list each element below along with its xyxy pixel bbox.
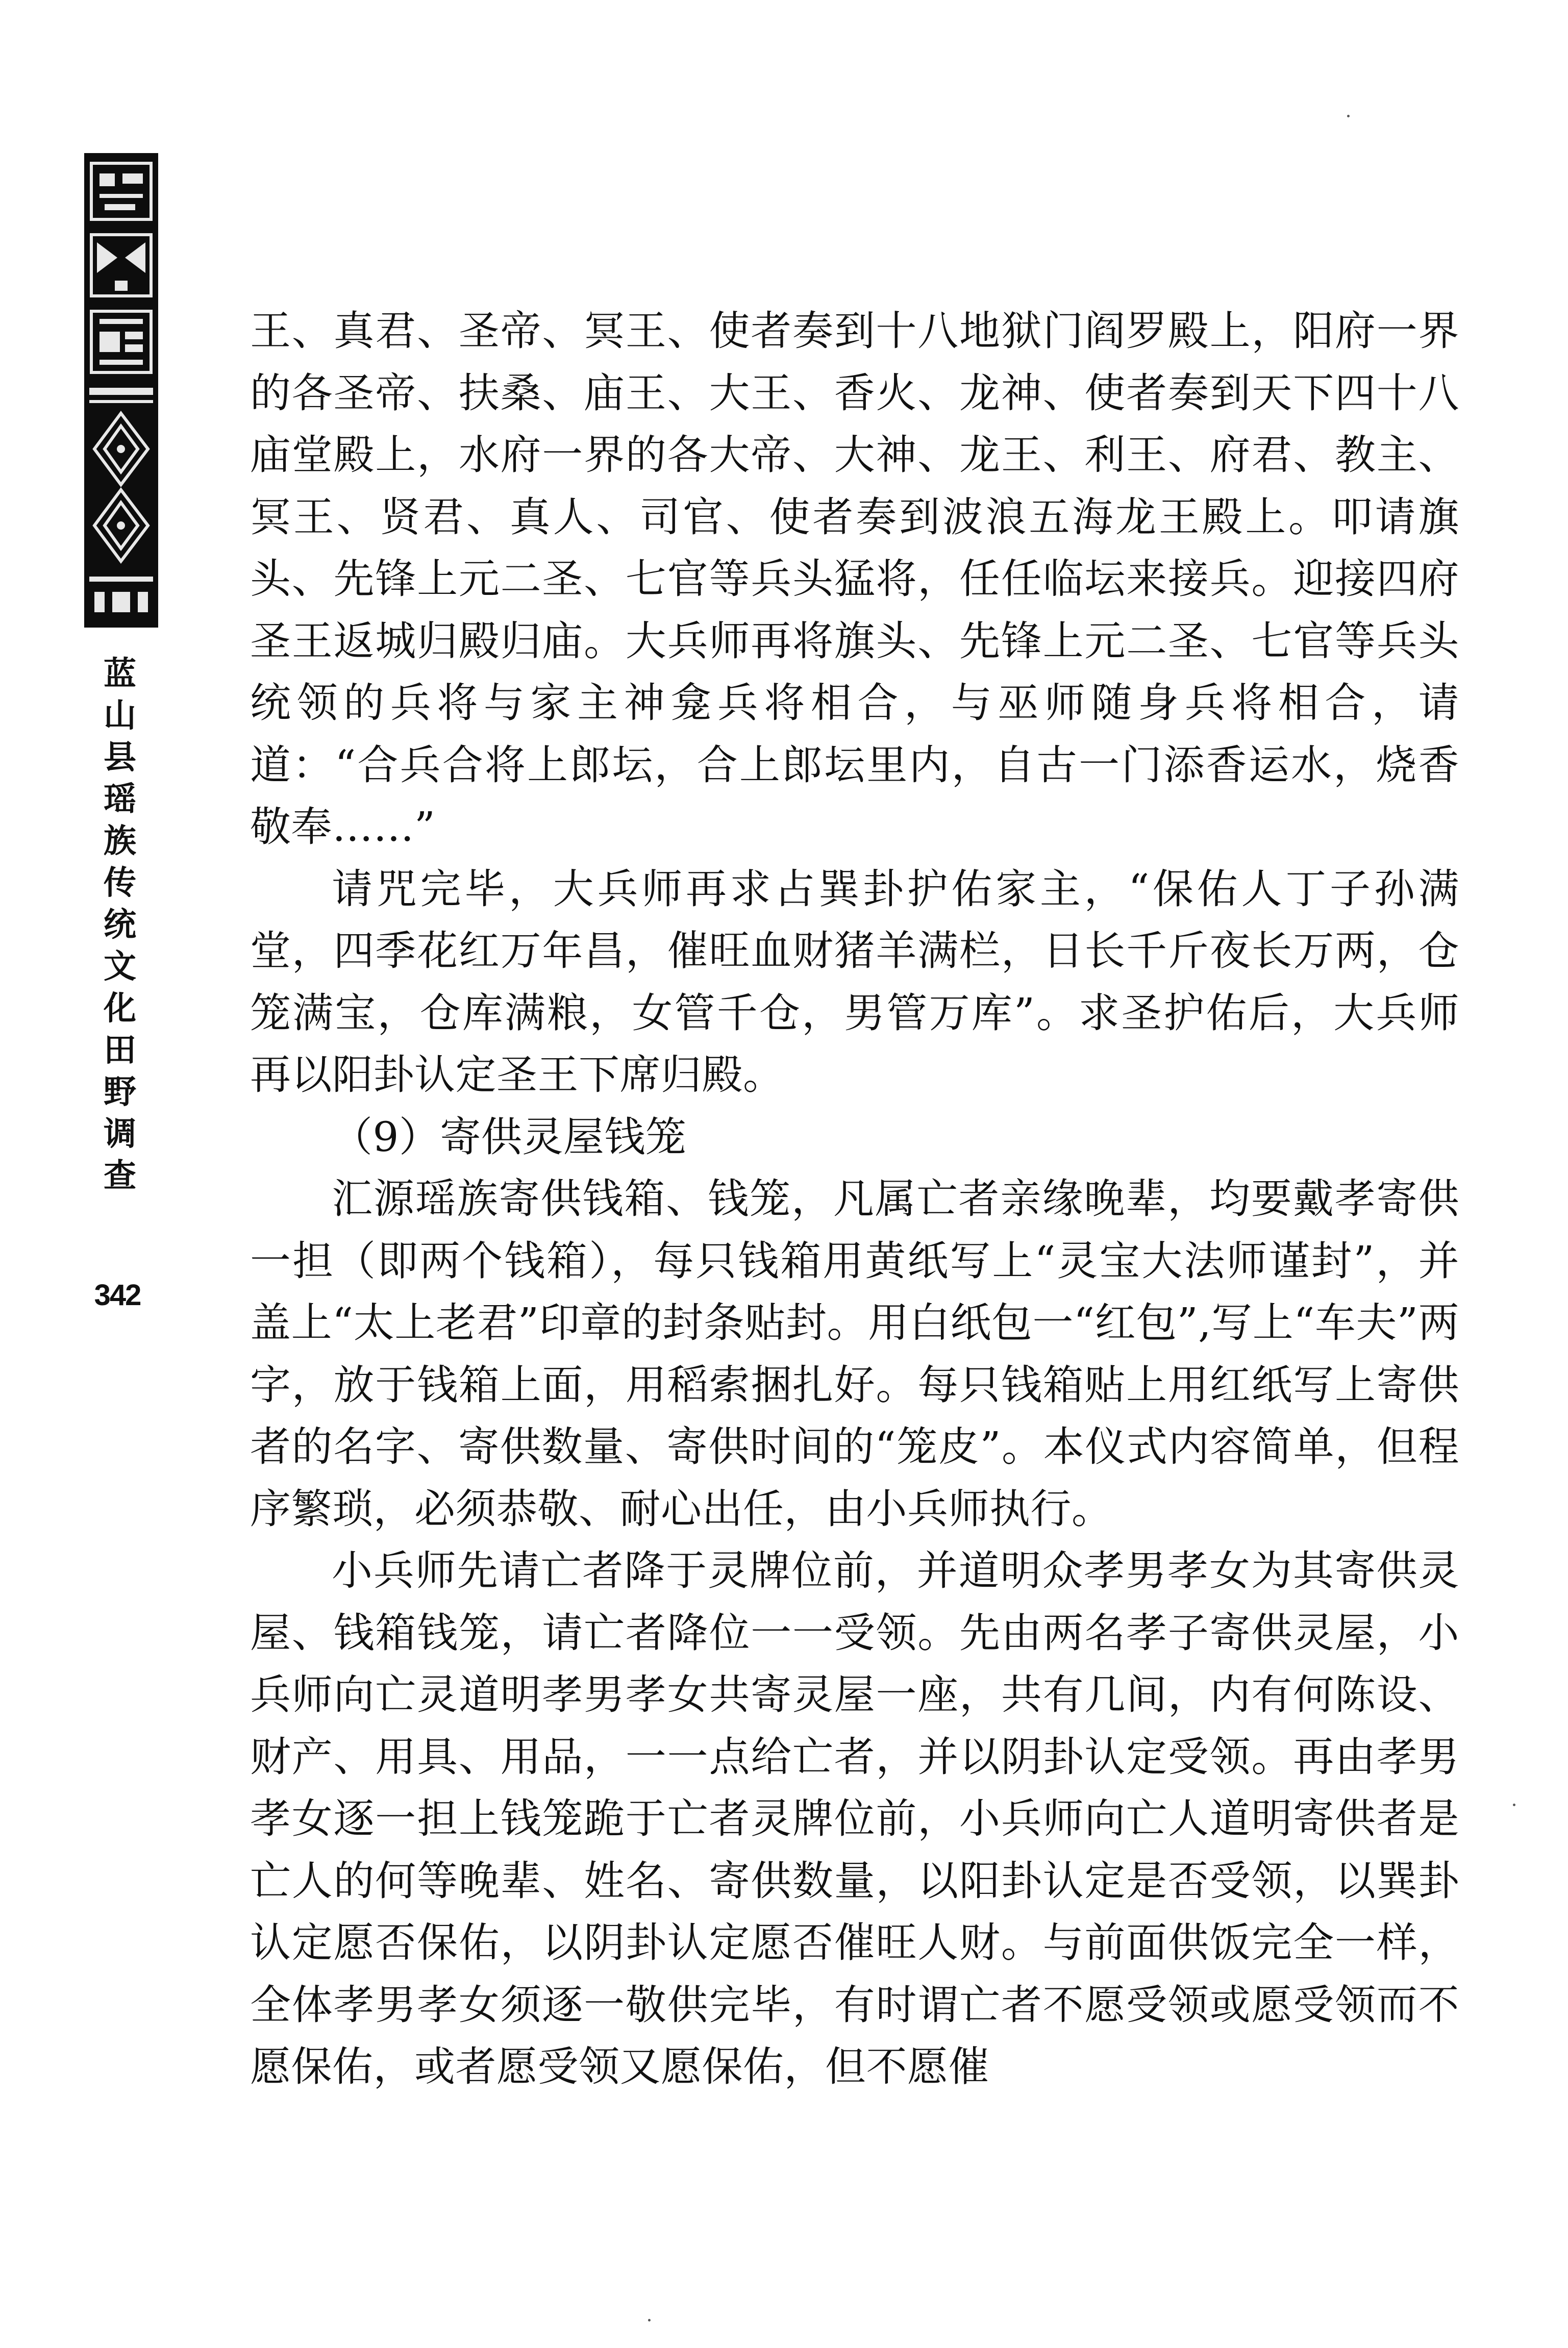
running-title-char: 查 (104, 1157, 136, 1195)
paragraph: 汇源瑶族寄供钱箱、钱笼，凡属亡者亲缘晚辈，均要戴孝寄供一担（即两个钱箱），每只钱箱用黄纸写上“灵宝大法师谨封”，并盖上“太上老君”印章的封条贴封。用白纸包一“红包”,写上“车夫”两字，放于钱箱上面，用稻索捆扎好。每只钱箱贴上用红纸写上寄供者的名字、寄供数量、寄供时间的“笼皮”。本仪式内容简单，但程序繁琐，必须恭敬、耐心出任，由小兵师执行。 (250, 1175, 1459, 1533)
page-number: 342 (94, 1279, 141, 1312)
running-title-char: 统 (104, 906, 136, 944)
scan-speck (648, 2319, 651, 2321)
running-title-char: 蓝 (104, 655, 136, 693)
running-title-char: 传 (104, 864, 136, 902)
paragraph: 王、真君、圣帝、冥王、使者奏到十八地狱门阎罗殿上，阳府一界的各圣帝、扶桑、庙王、大王、香火、龙神、使者奏到天下四十八庙堂殿上，水府一界的各大帝、大神、龙王、利王、府君、教主、冥王、贤君、真人、司官、使者奏到波浪五海龙王殿上。叩请旗头、先锋上元二圣、七官等兵头猛将，任任临坛来接兵。迎接四府圣王返城归殿归庙。大兵师再将旗头、先锋上元二圣、七官等兵头统领的兵将与家主神龛兵将相合，与巫师随身兵将相合，请道：“合兵合将上郎坛，合上郎坛里内，自古一门添香运水，烧香敬奉……” (250, 307, 1459, 851)
running-title-char: 县 (104, 739, 136, 777)
running-title-char: 田 (104, 1032, 136, 1069)
paragraph: 小兵师先请亡者降于灵牌位前，并道明众孝男孝女为其寄供灵屋、钱箱钱笼，请亡者降位一一受领。先由两名孝子寄供灵屋，小兵师向亡灵道明孝男孝女共寄灵屋一座，共有几间，内有何陈设、财产、用具、用品，一一点给亡者，并以阴卦认定受领。再由孝男孝女逐一担上钱笼跪于亡者灵牌位前，小兵师向亡人道明寄供者是亡人的何等晚辈、姓名、寄供数量，以阳卦认定是否受领，以巽卦认定愿否保佑，以阴卦认定愿否催旺人财。与前面供饭完全一样，全体孝男孝女须逐一敬供完毕，有时谓亡者不愿受领或愿受领而不愿保佑，或者愿受领又愿保佑，但不愿催 (250, 1547, 1459, 2090)
running-title-char: 化 (104, 990, 136, 1028)
running-title-char: 瑶 (104, 781, 136, 818)
emblem-ornament-icon (84, 153, 158, 628)
body-text (250, 300, 1459, 2098)
running-title-char: 山 (104, 697, 136, 735)
running-title-char: 野 (104, 1073, 136, 1111)
scan-speck (1513, 1804, 1515, 1806)
paragraph: 请咒完毕，大兵师再求占巽卦护佑家主，“保佑人丁子孙满堂，四季花红万年昌，催旺血财猪羊满栏，日长千斤夜长万两，仓笼满宝，仓库满粮，女管千仓，男管万库”。求圣护佑后，大兵师再以阳卦认定圣王下席归殿。 (250, 865, 1459, 1098)
running-title-char: 族 (104, 822, 136, 860)
running-title-char: 文 (104, 948, 136, 986)
section-heading: （9）寄供灵屋钱笼 (332, 1113, 687, 1161)
scan-speck (1347, 115, 1350, 117)
running-title-char: 调 (104, 1115, 136, 1153)
running-title (97, 653, 143, 1197)
